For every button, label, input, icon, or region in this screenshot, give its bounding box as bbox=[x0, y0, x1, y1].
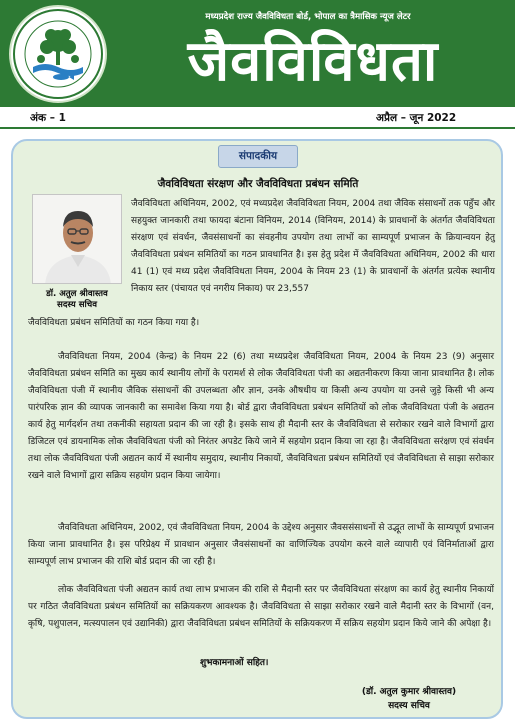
paragraph-4: लोक जैवविविधता पंजी अद्यतन कार्य तथा लाभ प्रभाजन की राशि से मैदानी स्तर पर जैवविविधता संरक्षण का कार्य हेतु स्थानीय निकायों पर गठित जैवविविधता प्रबंधन समितियों का सक्रियकरण आवश्यक है। जैवविविधता से साझा सरोकार रखने वाले मैदानी स्तर के विभागों (वन, कृषि, पशुपालन, मत्स्यपालन एवं उद्यानिकी) द्वारा जैवविविधता प्रबंधन समितियों के सक्रियकरण में सक्रिय सहयोग प्रदान किये जाने की अपेक्षा है। bbox=[28, 585, 494, 629]
issue-bar bbox=[0, 107, 515, 129]
closing-greeting: शुभकामनाओं सहित। bbox=[200, 658, 269, 668]
newsletter-tagline: मध्यप्रदेश राज्य जैवविविधता बोर्ड, भोपाल का त्रैमासिक न्यूज लेटर bbox=[205, 12, 411, 22]
issue-date: अप्रैल – जून 2022 bbox=[376, 112, 457, 124]
newsletter-header bbox=[0, 0, 515, 107]
signature-designation: सदस्य सचिव bbox=[388, 701, 430, 711]
person-portrait-icon bbox=[33, 195, 122, 284]
paragraph-2: जैवविविधता नियम, 2004 (केन्द्र) के नियम 22 (6) तथा मध्यप्रदेश जैवविविधता नियम, 2004 के नियम 23 (9) अनुसार जैवविविधता प्रबंधन समिति का मुख्य कार्य स्थानीय लोगों के परामर्श से लोक जैवविविधता पंजी का अद्यतनीकरण किया जाना प्रावधानित है। लोक जैवविविधता पंजी में स्थानीय जैविक संसाधनों की उपलब्धता और ज्ञान, उनके औषधीय या किसी अन्य उपयोग या उनसे जुड़े किसी भी अन्य पारंपरिक ज्ञान की व्यापक जानकारी का समावेश किया गया है। बोर्ड द्वारा जैवविविधता प्रबंधन समितियों को लोक जैवविविधता पंजी के अद्यतन कार्य हेतु मार्गदर्शन तथा तकनीकी सहायता प्रदान की जा रही है। इसके साथ ही मैदानी स्तर के जैवविविधता से सरोकार रखने वाले विभागों द्वारा डिजिटल एवं डायनामिक लोक जैवविविधता पंजी को निरंतर अपडेट किये जाने में सहयोग प्रदान किया जा रहा है। जैवविविधता सरंक्षण एवं संवर्धन तथा लोक जैवविविधता पंजी अद्यतन कार्य में स्थानीय समुदाय, स्थानीय निकायों, जैवविविधता प्रबंधन समितियों एवं जैवविविधता से साझा सरोकार रखने वाले विभागों द्वारा सक्रिय सहयोग प्रदान किया जायेगा। bbox=[28, 352, 494, 481]
article-title: जैवविविधता संरक्षण और जैवविविधता प्रबंधन समिति bbox=[157, 178, 359, 190]
signature-name: (डॉ. अतुल कुमार श्रीवास्तव) bbox=[361, 687, 457, 697]
board-logo bbox=[9, 5, 107, 103]
issue-number: अंक – 1 bbox=[30, 112, 66, 124]
tree-fish-emblem-icon bbox=[11, 7, 105, 101]
author-designation: सदस्य सचिव bbox=[57, 300, 97, 310]
paragraph-3: जैवविविधता अधिनियम, 2002, एवं जैवविविधता नियम, 2004 के उद्देश्य अनुसार जैवससंसाधनों से उद्भूत लाभों के साम्यपूर्ण प्रभाजन किया जाना प्रावधानित है। इस परिप्रेक्ष्य में प्रावधान अनुसार जैवसंसाधनों का वाणिज्यिक उपयोग करने वाले व्यापारी एवं विनिर्माताओं द्वारा साम्यपूर्ण लाभ प्रभाजन की राशि बोर्ड प्रदान की जा रही है। bbox=[28, 523, 494, 567]
author-photo bbox=[32, 194, 122, 284]
paragraph-1-continued: जैवविविधता प्रबंधन समितियों का गठन किया गया है। bbox=[28, 318, 200, 328]
editorial-tab: संपादकीय bbox=[218, 145, 298, 168]
masthead-title: जैवविविधता bbox=[187, 29, 439, 94]
paragraph-1: जैवविविधता अधिनियम, 2002, एवं मध्यप्रदेश जैवविविधता नियम, 2004 तथा जैविक संसाधनों तक पहुँच और सहयुक्त जानकारी तथा फायदा बंटाना विनियम, 2014 (विनियम, 2014) के प्रावधानों के अंतर्गत जैवविविधता संरक्षण एवं संवर्धन, जैवसंसाधनों का संवहनीय उपयोग तथा लाभों का साम्यपूर्ण प्रभाजन के क्रियान्वयन हेतु जैवविविधता प्रबंधन समितियों का गठन प्रावधानित है। इस हेतु प्रदेश में जैवविविधता अधिनियम, 2002 की धारा 41 (1) एवं मध्य प्रदेश जैवविविधता नियम, 2004 के नियम 23 (1) के प्रावधानों के अंतर्गत प्रत्येक स्थानीय निकाय स्तर (पंचायत एवं नगरीय निकाय) पर 23,557 bbox=[131, 199, 495, 294]
author-name: डॉ. अतुल श्रीवास्तव bbox=[46, 289, 108, 299]
